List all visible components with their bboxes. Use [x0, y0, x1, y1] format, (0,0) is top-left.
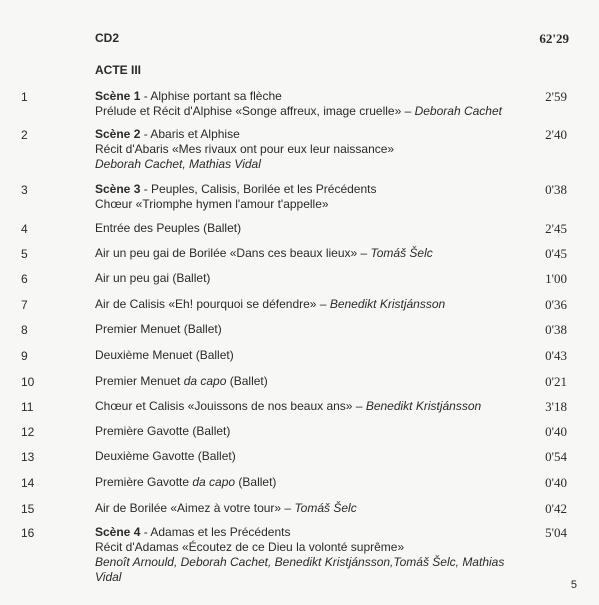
track-text: Air un peu gai de Borilée «Dans ces beaux lieux» – [95, 246, 371, 260]
track-duration: 2'45 [545, 221, 567, 236]
track-number: 14 [21, 476, 35, 490]
track-text: Entrée des Peuples (Ballet) [95, 221, 242, 235]
track-number: 11 [21, 400, 34, 414]
performer-names: Benoît Arnould, Deborah Cachet, Benedikt Kristjánsson,Tomáš Šelc, Mathias Vidal [95, 555, 505, 584]
track-duration: 0'38 [545, 182, 567, 197]
track-description [95, 221, 515, 236]
track-duration: 0'21 [545, 374, 567, 389]
track-line [95, 271, 515, 286]
page-number: 5 [570, 579, 577, 591]
track-number: 16 [21, 526, 35, 540]
track-line [95, 555, 515, 585]
disc-total-duration: 62'29 [539, 31, 569, 46]
track-text: Chœur «Triomphe hymen l'amour t'appelle» [95, 197, 329, 211]
performer-names: Tomáš Šelc [370, 246, 433, 260]
track-line [95, 127, 515, 142]
track-description [95, 475, 515, 490]
track-line [95, 182, 515, 197]
track-line [95, 142, 515, 157]
track-duration: 0'42 [545, 501, 567, 516]
track-number: 1 [21, 90, 28, 104]
track-line [95, 374, 515, 389]
act-heading: ACTE III [95, 63, 142, 77]
track-line [95, 297, 515, 312]
track-duration: 3'18 [545, 399, 567, 414]
track-line [95, 424, 515, 439]
track-description [95, 271, 515, 286]
performer-names: Benedikt Kristjánsson [329, 297, 446, 311]
track-description [95, 424, 515, 439]
performer-names: da capo [183, 374, 227, 388]
track-line [95, 221, 515, 236]
track-number: 6 [21, 272, 28, 286]
track-number: 7 [21, 298, 28, 312]
track-line [95, 246, 515, 261]
track-number: 5 [21, 247, 28, 261]
track-duration: 2'40 [545, 127, 567, 142]
track-number: 3 [21, 183, 28, 197]
track-duration: 0'43 [545, 348, 567, 363]
track-duration: 0'45 [545, 246, 567, 261]
track-line [95, 322, 515, 337]
track-number: 12 [21, 425, 35, 439]
track-description [95, 89, 515, 119]
performer-names: da capo [192, 475, 236, 489]
scene-label: Scène 2 [95, 127, 144, 141]
performer-names: Benedikt Kristjánsson [365, 399, 482, 413]
track-number: 2 [21, 128, 28, 142]
track-text: Prélude et Récit d'Alphise «Songe affreux, image cruelle» – [95, 104, 415, 118]
track-description [95, 449, 515, 464]
track-line [95, 89, 515, 104]
track-description [95, 374, 515, 389]
track-line [95, 475, 515, 490]
track-number: 4 [21, 222, 28, 236]
track-description [95, 127, 515, 172]
track-line [95, 501, 515, 516]
track-text: Deuxième Menuet (Ballet) [95, 348, 234, 362]
track-text: Air un peu gai (Ballet) [95, 271, 211, 285]
performer-names: Tomáš Šelc [294, 501, 357, 515]
track-description [95, 348, 515, 363]
track-text: - Adamas et les Précédents [143, 525, 291, 539]
track-text: Récit d'Abaris «Mes rivaux ont pour eux leur naissance» [95, 142, 395, 156]
track-text: Chœur et Calisis «Jouissons de nos beaux ans» – [95, 399, 366, 413]
track-description [95, 182, 515, 212]
track-text: Air de Borilée «Aimez à votre tour» – [95, 501, 295, 515]
track-description [95, 501, 515, 516]
track-text: (Ballet) [226, 374, 268, 388]
track-text: - Peuples, Calisis, Borilée et les Précédents [143, 182, 377, 196]
track-line [95, 104, 515, 119]
track-duration: 5'04 [545, 525, 567, 540]
track-description [95, 399, 515, 414]
track-text: Deuxième Gavotte (Ballet) [95, 449, 236, 463]
track-duration: 0'40 [545, 475, 567, 490]
track-text: Air de Calisis «Eh! pourquoi se défendre» – [95, 297, 330, 311]
track-line [95, 399, 515, 414]
track-description [95, 297, 515, 312]
track-line [95, 157, 515, 172]
track-number: 13 [21, 450, 35, 464]
scene-label: Scène 3 [95, 182, 144, 196]
track-text: Première Gavotte (Ballet) [95, 424, 231, 438]
track-text: - Abaris et Alphise [143, 127, 240, 141]
performer-names: Deborah Cachet, Mathias Vidal [95, 157, 261, 171]
track-line [95, 540, 515, 555]
performer-names: Deborah Cachet [414, 104, 502, 118]
track-duration: 1'00 [545, 271, 567, 286]
track-text: (Ballet) [235, 475, 277, 489]
track-duration: 0'40 [545, 424, 567, 439]
track-text: Premier Menuet [95, 374, 184, 388]
track-description [95, 525, 515, 585]
track-duration: 2'59 [545, 89, 567, 104]
track-line [95, 449, 515, 464]
scene-label: Scène 4 [95, 525, 144, 539]
track-line [95, 348, 515, 363]
track-duration: 0'38 [545, 322, 567, 337]
disc-label: CD2 [95, 31, 120, 45]
track-line [95, 525, 515, 540]
track-text: Premier Menuet (Ballet) [95, 322, 222, 336]
track-line [95, 197, 515, 212]
track-text: - Alphise portant sa flèche [143, 89, 282, 103]
track-description [95, 246, 515, 261]
track-description [95, 322, 515, 337]
track-text: Première Gavotte [95, 475, 193, 489]
scene-label: Scène 1 [95, 89, 144, 103]
track-number: 8 [21, 323, 28, 337]
track-text: Récit d'Adamas «Écoutez de ce Dieu la volonté suprême» [95, 540, 405, 554]
track-duration: 0'36 [545, 297, 567, 312]
track-number: 10 [21, 375, 35, 389]
track-duration: 0'54 [545, 449, 567, 464]
track-number: 9 [21, 349, 28, 363]
track-number: 15 [21, 502, 35, 516]
